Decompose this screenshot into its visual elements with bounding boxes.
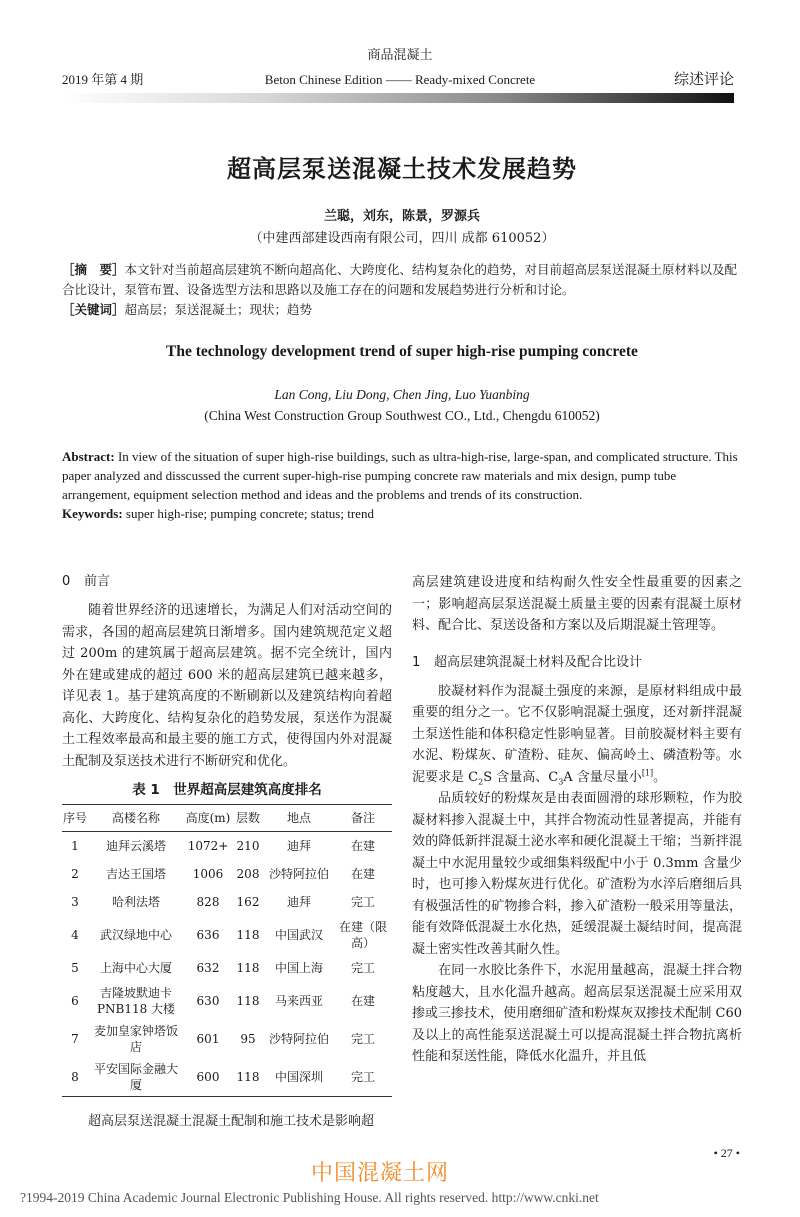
cell-floors: 118: [236, 994, 260, 1008]
watermark: 中国混凝土网: [310, 1161, 449, 1186]
cell-height: 636: [196, 928, 220, 942]
abstract-cn-label: ［摘 要］: [62, 262, 125, 277]
cell-height: 828: [196, 895, 220, 909]
c2s-subscript: 2: [478, 777, 484, 787]
cell-index: 5: [71, 961, 79, 975]
th-height: 高度(m): [185, 811, 231, 825]
cell-note: 完工: [350, 961, 375, 975]
cell-floors: 118: [236, 928, 260, 942]
footer: [20, 1145, 740, 1207]
cell-name: 武汉绿地中心: [99, 928, 172, 942]
th-floors: 层数: [235, 811, 260, 825]
section-1-paragraph-3: 在同一水胶比条件下，水泥用量越高，混凝土拌合物粘度越大，且水化温升越高。超高层泵送混凝土应采用双掺或三掺技术，使用磨细矿渣和粉煤灰双掺技术配制 C60 及以上的高性能泵送混凝土可以提高混凝土拌合物抗离析性能和泵送性能，降低水化温升，并且低: [412, 963, 742, 1064]
section-0-number: 0: [62, 574, 71, 589]
cell-floors: 210: [236, 839, 260, 853]
cell-name: 迪拜云溪塔: [105, 839, 166, 853]
cell-height: 1072+: [187, 839, 229, 853]
section-1-paragraph-1: [412, 681, 742, 789]
table-row: [62, 888, 392, 916]
cell-floors: 95: [240, 1032, 256, 1046]
right-column: [412, 572, 742, 1068]
after-table-text: [62, 1111, 392, 1133]
paper-title-en: The technology development trend of super high-rise pumping concrete: [166, 343, 638, 360]
cell-index: 2: [71, 867, 79, 881]
cell-height: 632: [196, 961, 220, 975]
keywords-en: [62, 504, 742, 523]
abstract-cn-text: 本文针对当前超高层建筑不断向超高化、大跨度化、结构复杂化的趋势，对目前超高层泵送混凝土原材料以及配合比设计，泵管布置、设备选型方法和思路以及施工存在的问题和发展趋势进行分析和讨论。: [62, 262, 738, 297]
cell-index: 4: [71, 928, 79, 942]
abstract-cn: [62, 260, 742, 300]
section-label: 综述评论: [673, 70, 734, 88]
cell-note: 在建: [350, 867, 375, 881]
cell-location: 马来西亚: [274, 994, 323, 1008]
cell-note: 完工: [350, 1032, 375, 1046]
cell-height: 1006: [192, 867, 224, 881]
table-1: [62, 804, 392, 1097]
cell-location: 沙特阿拉伯: [268, 1032, 329, 1046]
section-0-paragraph: 随着世界经济的迅速增长，为满足人们对活动空间的需求，各国的超高层建筑日渐增多。国内建筑规范定义超过 200m 的建筑属于超高层建筑。据不完全统计，国内外在建或建成的超过 600 米的超高层建筑已越来越多，详见表 1。基于建筑高度的不断刷新以及建筑结构向着超高化、大跨度化、结构复杂化的趋势发展，泵送作为混凝土工程效率最高和最主要的施工方式，使得国内外对混凝土配制及泵送技术进行不断研究和优化。: [62, 603, 392, 769]
cell-floors: 162: [236, 895, 260, 909]
journal-name-cn: 商品混凝土: [367, 48, 433, 63]
keywords-cn-label: ［关键词］: [62, 302, 125, 317]
cell-floors: 118: [236, 961, 260, 975]
cell-floors: 118: [236, 1070, 260, 1084]
c3a-subscript: 3: [558, 777, 564, 787]
copyright-notice: ?1994-2019 China Academic Journal Electronic Publishing House. All rights reserved. http://www.cnki.net: [20, 1190, 599, 1205]
table-row: [62, 954, 392, 982]
table-header-row: [62, 805, 392, 832]
p1-text-b: S 含量高、C: [483, 769, 559, 785]
p1-text-a: 胶凝材料作为混凝土强度的来源，是原材料组成中最重要的组分之一。它不仅影响混凝土强度，还对新拌混凝土泵送性能和体积稳定性影响显著。目前胶凝材料主要有水泥、粉煤灰、矿渣粉、硅灰、偏高岭土、磷渣粉等。水泥要求是 C: [412, 683, 742, 785]
keywords-cn: [62, 300, 742, 320]
journal-name-en: Beton Chinese Edition —— Ready-mixed Concrete: [264, 72, 536, 87]
keywords-cn-text: 超高层；泵送混凝土；现状；趋势: [124, 302, 313, 317]
cell-index: 6: [71, 994, 79, 1008]
cell-floors: 208: [236, 867, 260, 881]
cell-name: 哈利法塔: [111, 895, 160, 909]
authors-cn: 兰聪，刘东，陈景，罗源兵: [323, 209, 480, 224]
cell-note: 在建: [350, 994, 375, 1008]
table-row: [62, 982, 392, 1020]
th-index: 序号: [63, 811, 88, 825]
issue-label: 2019 年第 4 期: [62, 72, 144, 87]
cell-height: 600: [196, 1070, 220, 1084]
cell-index: 1: [71, 839, 79, 853]
section-1-paragraph-2: 品质较好的粉煤灰是由表面圆滑的球形颗粒，作为胶凝材料掺入混凝土中，其拌合物流动性显著提高，并能有效的降低新拌混凝土泌水率和硬化混凝土干缩；当新拌混凝土中水泥用量较少或细集料级配中小于 0.3mm 含量少时，也可掺入粉煤灰进行优化。矿渣粉为水淬后磨细后具有极强活性的矿物掺合料，掺入矿渣粉一般采用等量法，能有效降低混凝土水化热，延缓混凝土凝结时间，提高混凝土密实性改善其耐久性。: [412, 791, 742, 957]
table-row: [62, 1058, 392, 1097]
table-row: [62, 860, 392, 888]
cell-note: 完工: [350, 1070, 375, 1084]
cell-note: 在建: [350, 839, 375, 853]
th-note: 备注: [350, 811, 375, 825]
cell-note: 完工: [350, 895, 375, 909]
cell-height: 630: [196, 994, 220, 1008]
keywords-en-text: super high-rise; pumping concrete; status; trend: [125, 506, 374, 521]
cell-name: 吉隆坡默迪卡 PNB118 大楼: [96, 986, 176, 1016]
cell-location: 沙特阿拉伯: [268, 867, 329, 881]
cell-location: 中国武汉: [274, 928, 323, 942]
abstract-en-label: Abstract:: [62, 449, 115, 464]
left-column: [62, 572, 392, 1133]
cell-note: 在建（限高）: [338, 920, 387, 950]
table-row: [62, 916, 392, 954]
cell-location: 迪拜: [286, 839, 311, 853]
th-location: 地点: [286, 811, 311, 825]
section-1-heading: [412, 653, 742, 673]
cell-index: 8: [71, 1070, 79, 1084]
after-table-paragraph: 超高层泵送混凝土混凝土配制和施工技术是影响超: [88, 1114, 375, 1129]
paper-title-cn: 超高层泵送混凝土技术发展趋势: [227, 155, 577, 183]
cell-location: 中国上海: [274, 961, 323, 975]
section-1-title: 超高层建筑混凝土材料及配合比设计: [434, 654, 643, 670]
cell-name: 上海中心大厦: [99, 961, 172, 975]
cell-index: 7: [71, 1032, 79, 1046]
cell-location: 中国深圳: [274, 1070, 323, 1084]
cell-location: 迪拜: [286, 895, 311, 909]
affiliation-cn: （中建西部建设西南有限公司，四川 成都 610052）: [249, 231, 555, 246]
p1-text-end: 。: [653, 769, 667, 785]
abstract-en: [62, 447, 742, 504]
section-0-title: 前言: [84, 574, 111, 589]
cell-name: 麦加皇家钟塔饭店: [93, 1024, 178, 1054]
cell-height: 601: [196, 1032, 220, 1046]
abstract-en-text: In view of the situation of super high-rise buildings, such as ultra-high-rise, large-span, and complicated structure. This paper analyzed and disscussed the current super-high-rise pumping concrete raw materials and mix design, pump tube arrangement, equipment selection method and ideas and the problems and trends of its construction.: [62, 449, 738, 502]
header-gradient-bar: [62, 93, 734, 103]
page-number: • 27 •: [713, 1146, 740, 1160]
cell-name: 吉达王国塔: [105, 867, 166, 881]
keywords-en-label: Keywords:: [62, 506, 123, 521]
authors-en: Lan Cong, Liu Dong, Chen Jing, Luo Yuanbing: [274, 387, 530, 402]
table-row: [62, 1020, 392, 1058]
section-1-number: 1: [412, 654, 421, 670]
continuation-paragraph: 高层建筑建设进度和结构耐久性安全性最重要的因素之一；影响超高层泵送混凝土质量主要的因素有混凝土原材料、配合比、泵送设备和方案以及后期混凝土管理等。: [412, 575, 742, 633]
cell-name: 平安国际金融大厦: [93, 1062, 178, 1092]
affiliation-en: (China West Construction Group Southwest CO., Ltd., Chengdu 610052): [204, 408, 600, 423]
p1-text-c: A 含量尽量小: [563, 769, 642, 785]
table-row: [62, 832, 392, 861]
section-0-heading: [62, 572, 392, 592]
cell-index: 3: [71, 895, 79, 909]
th-name: 高楼名称: [111, 811, 160, 825]
table-1-caption: 表 1 世界超高层建筑高度排名: [132, 782, 322, 798]
front-matter: [62, 152, 742, 523]
reference-1[interactable]: [1]: [641, 768, 654, 778]
